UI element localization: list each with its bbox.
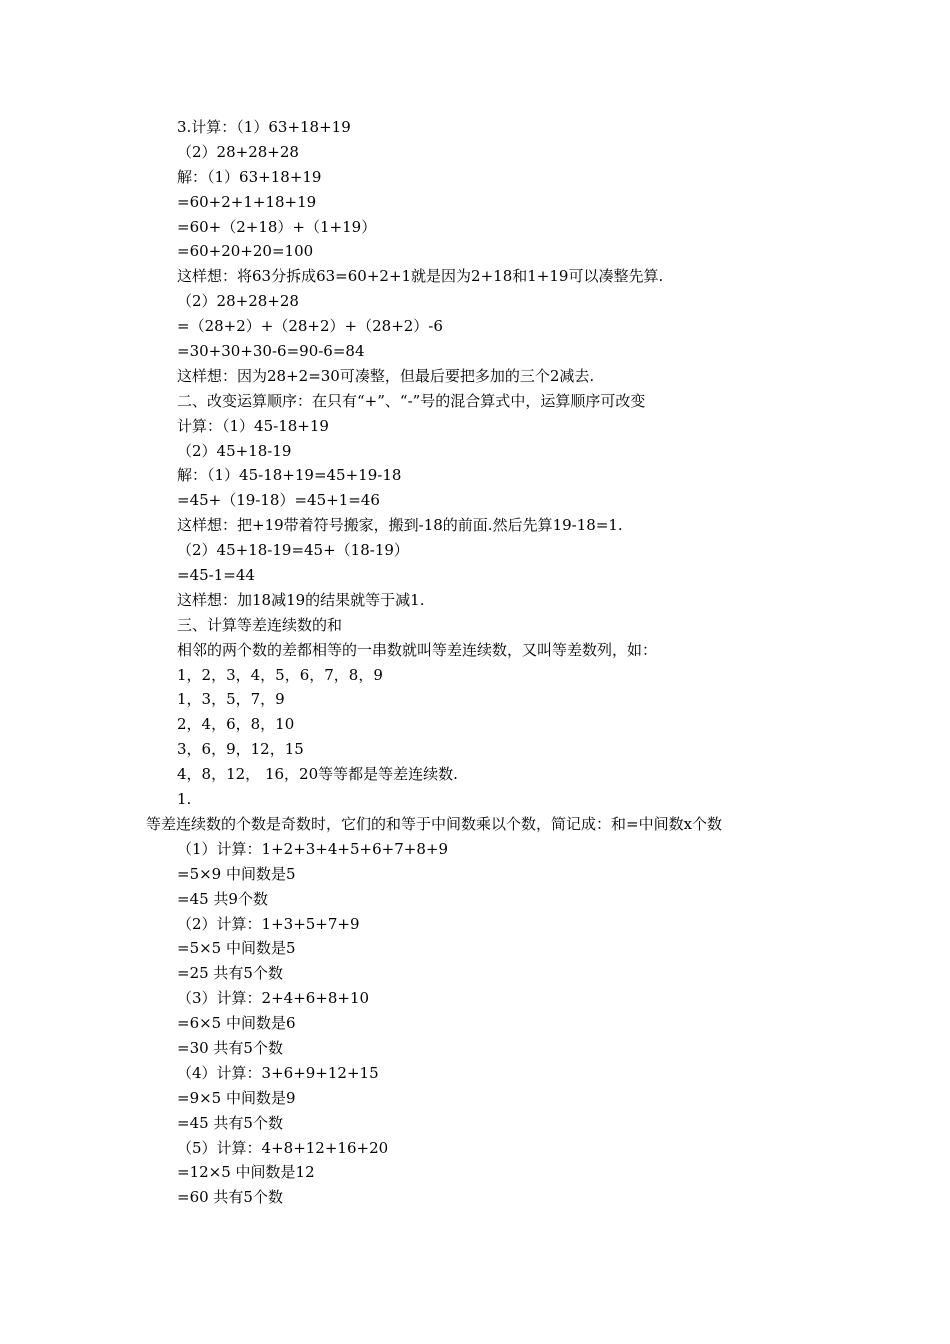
text-line: 1.: [177, 790, 192, 809]
text-line: （2）45+18-19: [177, 441, 292, 460]
text-line: 等差连续数的个数是奇数时，它们的和等于中间数乘以个数，简记成：和=中间数x个数: [146, 814, 723, 833]
text-line: =30+30+30-6=90-6=84: [177, 342, 365, 361]
text-line: =45+（19-18）=45+1=46: [177, 491, 380, 510]
text-line: 解：（1）63+18+19: [177, 167, 322, 186]
text-line: 这样想：将63分拆成63=60+2+1就是因为2+18和1+19可以凑整先算.: [177, 267, 664, 286]
text-line: =45-1=44: [177, 566, 255, 585]
text-line: 相邻的两个数的差都相等的一串数就叫等差连续数，又叫等差数列，如：: [177, 640, 658, 659]
text-line: =60+20+20=100: [177, 242, 314, 261]
text-line: 这样想：加18减19的结果就等于减1.: [177, 590, 425, 609]
text-line: 2，4，6，8，10: [177, 715, 295, 734]
text-line: =5×5 中间数是5: [177, 939, 296, 958]
text-line: =30 共有5个数: [177, 1038, 283, 1057]
document-body: [0, 115, 950, 1210]
text-line: 4，8，12， 16，20等等都是等差连续数.: [177, 765, 458, 784]
text-line: =12×5 中间数是12: [177, 1163, 315, 1182]
text-line: （2）计算：1+3+5+7+9: [177, 914, 360, 933]
text-line: 1，3，5，7，9: [177, 690, 285, 709]
text-line: （3）计算：2+4+6+8+10: [177, 989, 370, 1008]
text-line: =（28+2）+（28+2）+（28+2）-6: [177, 317, 443, 336]
text-line: =60+2+1+18+19: [177, 192, 317, 211]
text-line: （5）计算：4+8+12+16+20: [177, 1138, 389, 1157]
text-line: 3，6，9，12，15: [177, 740, 304, 759]
text-line: =9×5 中间数是9: [177, 1088, 296, 1107]
text-line: =5×9 中间数是5: [177, 864, 296, 883]
text-line: （4）计算：3+6+9+12+15: [177, 1063, 379, 1082]
text-line: （2）28+28+28: [177, 292, 299, 311]
text-line: =45 共9个数: [177, 889, 268, 908]
text-line: （2）45+18-19=45+（18-19）: [177, 541, 409, 560]
text-line: 三、计算等差连续数的和: [177, 615, 343, 634]
text-line: 1，2，3，4，5，6，7，8，9: [177, 665, 383, 684]
text-line: 这样想：把+19带着符号搬家，搬到-18的前面.然后先算19-18=1.: [177, 516, 623, 535]
text-line: 计算：（1）45-18+19: [177, 416, 329, 435]
text-line: 解：（1）45-18+19=45+19-18: [177, 466, 402, 485]
text-line: =60+（2+18）+（1+19）: [177, 217, 377, 236]
text-line: =25 共有5个数: [177, 964, 283, 983]
text-line: =6×5 中间数是6: [177, 1014, 296, 1033]
text-line: 这样想：因为28+2=30可凑整，但最后要把多加的三个2减去.: [177, 366, 595, 385]
text-line: 二、改变运算顺序：在只有“+”、“-”号的混合算式中，运算顺序可改变: [177, 391, 646, 410]
text-line: 3.计算：（1）63+18+19: [177, 118, 351, 136]
text-line: （2）28+28+28: [177, 142, 299, 161]
text-line: =60 共有5个数: [177, 1188, 283, 1207]
text-line: =45 共有5个数: [177, 1113, 283, 1132]
text-line: （1）计算：1+2+3+4+5+6+7+8+9: [177, 839, 448, 858]
